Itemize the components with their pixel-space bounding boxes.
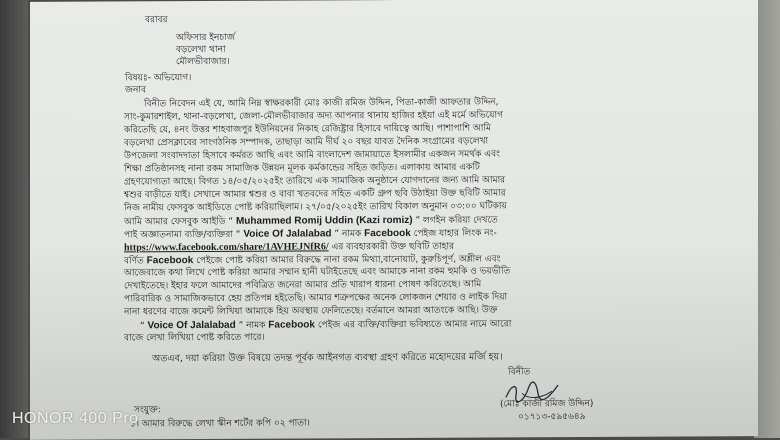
closing: বিনীত: [508, 367, 531, 378]
subject: বিষয়ঃ- অভিযোগ।: [125, 73, 192, 84]
page-name-line: [124, 227, 497, 241]
body-line: সাং-কুমারশাইল, থানা-বড়লেখা, জেলা-মৌলভীবাজার অদ্য আপনার থানায় হাজির হইয়া এই মর্মে অভিযোগ: [124, 110, 503, 123]
facebook-page-link[interactable]: https://www.facebook.com/share/1AVHEJNfR6/: [124, 241, 329, 254]
body-last-line: বাজে লেখা লিখিয়া পোষ্ট করিতে পারে।: [124, 332, 265, 344]
body-line: নানা ধরণের বাজে কমেন্ট লিখিয়া আমাকে হিয় অবস্থায় ফেলিতেছে। বর্তমানে আমরা আতংকে আছি। উক্ত: [124, 305, 498, 318]
background-left: [0, 0, 28, 438]
fb-account-name: Muhammed Romij Uddin (Kazi romiz): [235, 214, 413, 227]
body-line: নিজ নামীয় ফেসবুক আইডিতে পোষ্ট করিয়াছিলাম। ২৭/০৫/২০২৫ইং তারিখ বিকাল অনুমান ০৩:০০ ঘটিকায়: [124, 201, 507, 214]
recipient-line-2: অফিসার ইনচার্জ: [176, 32, 235, 44]
posted-line-facebook: Facebook: [146, 255, 194, 267]
last-page-line: [140, 318, 511, 332]
fb-line-suffix: ” লগইন করিয়া দেখতে: [415, 215, 498, 226]
last-page-name: Voice Of Jalalabad: [147, 319, 236, 332]
posted-line-suffix: পেইজে পোষ্ট করিয়া আমার বিরুদ্ধে নানা রকম মিথ্যা,বানোয়াট, কুরুচিপূর্ণ, অশ্লীল এবং: [196, 254, 501, 267]
link-suffix: এর ব্যবহারকারী উক্ত ছবিটি তাহার: [331, 241, 455, 253]
page-line-facebook: Facebook: [364, 227, 411, 240]
request-line: অতএব, দয়া করিয়া উক্ত বিষয়ে তদন্ত পূর্বক আইনগত ব্যবস্থা গ্রহণ করিতে মহোদয়ের মর্জি হয়।: [152, 351, 503, 365]
fb-id-line: [124, 214, 498, 228]
signer-phone: ০১৭১৩-৫৯৫৬৪৯: [518, 411, 586, 423]
body-line: শ্বশুর বাড়ীতে যাই। সেখানে আমার শ্বশুর ও বাবা খতবদের সহিত একটি গ্রুপ ছবি উঠাইয়া উক্ত ছবিটি আমার: [124, 188, 506, 201]
recipient-line-3: বড়লেখা থানা: [176, 44, 226, 56]
page-name: Voice Of Jalalabad: [243, 228, 332, 240]
body-line: বিনীত নিবেদন এই যে, আমি নিম্ন স্বাক্ষরকারী মোঃ কাজী রমিজ উদ্দিন, পিতা-কাজী আফতার উদ্দিন,: [144, 97, 499, 110]
body-line: আজেবাজে কথা লিখে পোষ্ট করিয়া আমার সম্মান হানী ঘটাইতেছে এবং আমাকে নানা রকম হুমকি ও ভয়ভীতি: [124, 266, 511, 279]
body-line: বড়লেখা প্রেসক্লাবের সাংগঠনিক সম্পাদক, তাছাড়া আমি দীর্ঘ ২০ বছর যাবত দৈনিক সংগ্রামের বড়লেখা: [124, 136, 489, 149]
page-line-suffix: পেইজ যাহার লিংক নং-: [413, 228, 497, 239]
posted-line: [124, 253, 501, 267]
fb-line-prefix: আমি আমার ফেসবুক আইডি “: [124, 216, 234, 228]
recipient-line-4: মৌলভীবাজার।: [176, 56, 230, 68]
salutation: জনাব: [125, 85, 147, 96]
camera-watermark: HONOR 400 Pro: [12, 410, 139, 427]
signer-name: (মোঃ কাজী রমিজ উদ্দিন): [500, 398, 594, 410]
body-line: উপজেলা সংবাদদাতা হিসাবে কর্মরত আছি এবং আমি বাংলাদেশ জামায়াতে ইসলামীর একজন সমর্থক এবং: [124, 149, 500, 162]
body-line: শিক্ষা প্রতিষ্ঠানসহ নানা রকম সামাজিক উন্নয়ন মূলক কর্মকান্ডের সহিত জড়িত। এলাকায় আমার একটি: [124, 162, 480, 175]
body-line: পারিবারিক ও সামাজিকভাবে হেয় প্রতিপন্ন হইতেছি। আমার শত্রুপক্ষের অনেক লোকজন শেয়ার ও লাইক দিয়া: [124, 292, 508, 305]
last-page-prefix: “: [140, 321, 145, 332]
recipient-line-1: বরাবর: [145, 15, 168, 26]
attachment-label: সংযুক্ত:: [134, 405, 161, 416]
body-line: করিতেছি যে, ৪নং উত্তর শাহবাজপুর ইউনিয়নের নিকাহ রেজিষ্ট্রার হিসাবে দায়িত্বে আছি। পাশাপাশি আমি: [124, 123, 491, 136]
page-line-prefix: পাই অজ্ঞাতনামা ব্যক্তি/ব্যক্তিরা “: [124, 229, 241, 241]
body-line: গ্রহণযোগ্যতা আছে। বিগত ১৪/০৫/২০২৫ইং তারিখে এক সামাজিক অনুষ্ঠানে যোগদানের জন্য আমি আমার: [124, 175, 506, 188]
link-line: [124, 241, 454, 255]
body-line: দেখাইতেছে। ইহার ফলে আমাদের পবিত্রিত জনেরা আমার প্রতি খারাপ ধারনা পোষণ করিতেছে। আমি: [124, 279, 482, 292]
attachment-item: ১। আমার বিরুদ্ধে লেখা স্কীন শর্টের কপি ০২ পাতা।: [130, 418, 310, 430]
page-line-mid: ” নামক: [334, 229, 362, 240]
letter-paper: [30, 0, 758, 440]
posted-line-prefix: বর্ণিত: [124, 256, 144, 267]
last-page-mid: ” নামক: [238, 320, 266, 331]
last-page-facebook: Facebook: [268, 319, 315, 331]
last-page-suffix: পেইজ এর ব্যক্তি/ব্যক্তিরা ভবিষ্যতে আমার নামে আরো: [317, 319, 512, 331]
